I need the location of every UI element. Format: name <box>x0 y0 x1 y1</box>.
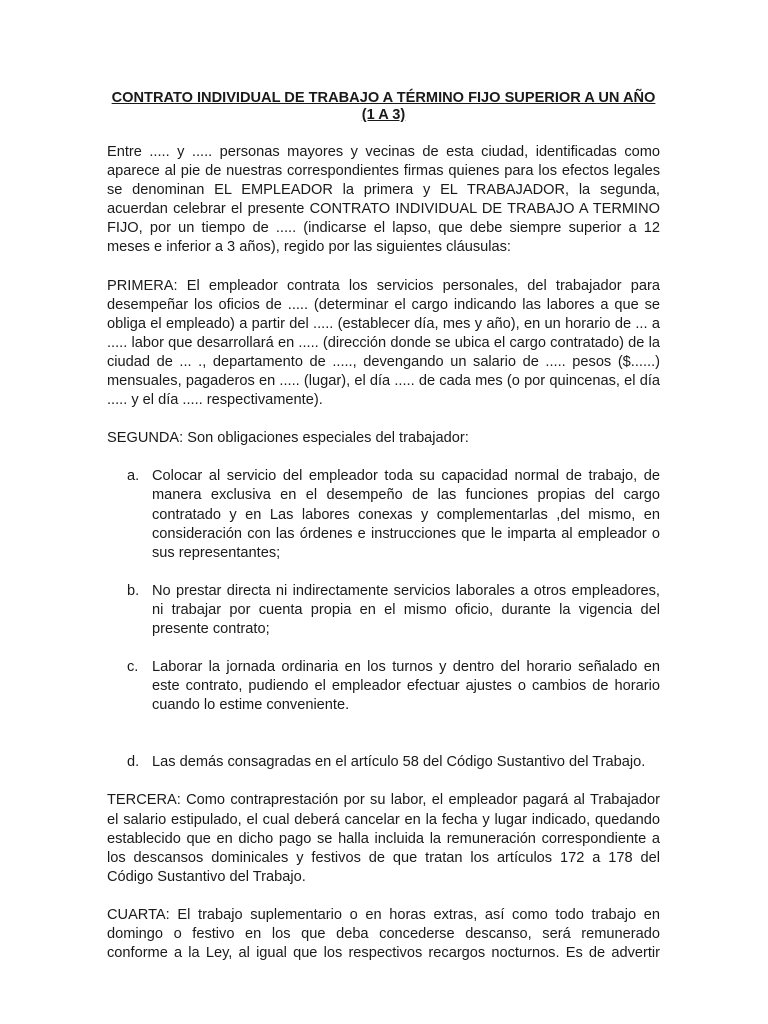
clause-cuarta-line: domingo o festivo en los que deba concederse descanso, será remunerado <box>107 926 660 942</box>
document-page <box>107 90 660 963</box>
list-item <box>107 467 660 562</box>
list-item <box>107 658 660 715</box>
list-marker: a. <box>127 468 140 485</box>
list-item-text: No prestar directa ni indirectamente servicios laborales a otros empleadores, ni trabajar por cuenta propia en el mismo oficio, durante la vigencia del presente contrato; <box>152 582 660 637</box>
list-item-text: Laborar la jornada ordinaria en los turnos y dentro del horario señalado en este contrato, pudiendo el empleador efectuar ajustes o cambios de horario cuando lo estime conveniente. <box>152 659 660 714</box>
clause-tercera: TERCERA: Como contraprestación por su labor, el empleador pagará al Trabajador el salario estipulado, el cual deberá cancelar en la fecha y lugar indicado, quedando establecido que en dicho pago se halla incluida la remuneración correspondiente a los descansos dominicales y festivos de que tratan los artículos 172 a 178 del Código Sustantivo del Trabajo. <box>107 792 660 885</box>
list-item-text: Colocar al servicio del empleador toda su capacidad normal de trabajo, de manera exclusiva en el desempeño de las funciones propias del cargo contratado y en Las labores conexas y complementarlas ,del mismo, en consideración con las órdenes e instrucciones que le imparta al empleador o sus representantes; <box>152 468 660 561</box>
list-item-text: Las demás consagradas en el artículo 58 del Código Sustantivo del Trabajo. <box>152 754 646 771</box>
clause-cuarta <box>107 906 660 963</box>
contract-title: CONTRATO INDIVIDUAL DE TRABAJO A TÉRMINO FIJO SUPERIOR A UN AÑO (1 A 3) <box>111 90 656 123</box>
clause-cuarta-line: conforme a la Ley, al igual que los respectivos recargos nocturnos. Es de advertir <box>107 945 660 962</box>
list-item <box>107 753 660 772</box>
list-marker: b. <box>127 582 140 599</box>
intro-paragraph: Entre ..... y ..... personas mayores y vecinas de esta ciudad, identificadas como aparece al pie de nuestras correspondientes firmas quienes para los efectos legales se denominan EL EMPLEADOR la primera y EL TRABAJADOR, la segunda, acuerdan celebrar el presente CONTRATO INDIVIDUAL DE TRABAJO A TERMINO FIJO, por un tiempo de ..... (indicarse el lapso, que debe siempre superior a 12 meses e inferior a 3 años), regido por las siguientes cláusulas: <box>107 144 660 256</box>
clause-segunda-heading: SEGUNDA: Son obligaciones especiales del trabajador: <box>107 430 469 447</box>
segunda-obligations-list <box>107 467 660 772</box>
clause-cuarta-line: CUARTA: El trabajo suplementario o en horas extras, así como todo trabajo en <box>107 906 660 923</box>
list-marker: d. <box>127 754 140 771</box>
list-item <box>107 582 660 639</box>
clause-primera: PRIMERA: El empleador contrata los servicios personales, del trabajador para desempeñar los oficios de ..... (determinar el cargo indicando las labores a que se obliga el empleado) a partir del ..... (establecer día, mes y año), en un horario de ... a ..... labor que desarrollará en ..... (dirección donde se ubica el cargo contratado) de la ciudad de ... ., departamento de ....., devengando un salario de ..... pesos ($......) mensuales, pagaderos en ..... (lugar), el día ..... de cada mes (o por quincenas, el día ..... y el día ..... respectivamente). <box>107 277 660 409</box>
list-marker: c. <box>127 659 139 676</box>
